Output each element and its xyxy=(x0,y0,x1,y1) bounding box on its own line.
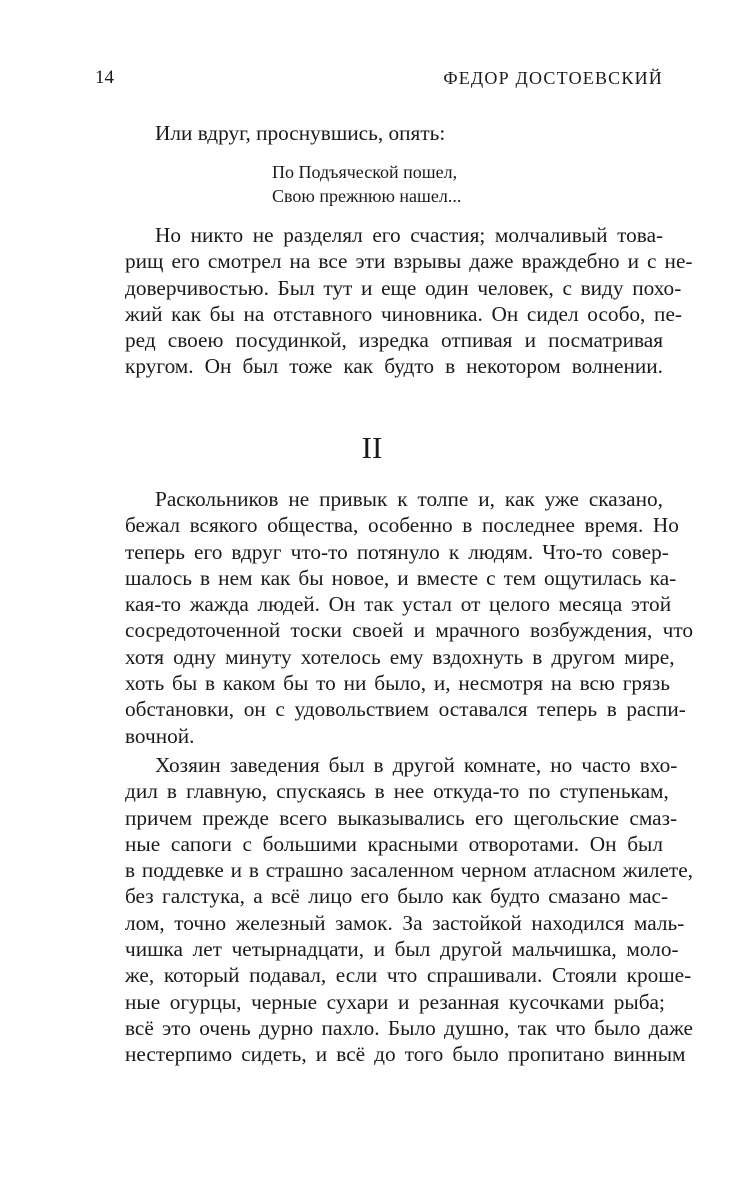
paragraph-text xyxy=(95,222,693,380)
text-line: кругом. Он был тоже как будто в некотором волнении. xyxy=(125,354,663,379)
text-line: жий как бы на отставного чиновника. Он сидел особо, пе- xyxy=(125,301,682,326)
text-line: сосредоточенной тоски своей и мрачного возбуждения, что xyxy=(125,618,693,643)
text-line: Или вдруг, проснувшись, опять: xyxy=(155,121,446,145)
verse-line: По Подъяческой пошел, xyxy=(272,162,458,182)
paragraph-text xyxy=(95,752,693,1068)
text-line: же, который подавал, если что спрашивали. Стояли кроше- xyxy=(125,963,692,988)
text-line: Но никто не разделял его счастия; молчаливый това- xyxy=(155,223,664,247)
text-line: теперь его вдруг что-то потянуло к людям. Что-то совер- xyxy=(125,539,669,564)
text-line: вочной. xyxy=(125,723,195,748)
text-line: ные сапоги с большими красными отворотами. Он был xyxy=(125,831,663,856)
text-line: рищ его смотрел на все эти взрывы даже враждебно и с не- xyxy=(125,249,693,274)
text-line: Хозяин заведения был в другой комнате, но часто вхо- xyxy=(155,753,678,777)
text-line: ред своею посудинкой, изредка отпивая и посматривая xyxy=(125,328,663,353)
paragraph-text xyxy=(95,486,693,749)
running-title: ФЕДОР ДОСТОЕВСКИЙ xyxy=(443,68,663,88)
text-line: обстановки, он с удовольствием оставался теперь в распи- xyxy=(125,697,686,722)
text-line: без галстука, а всё лицо его было как будто смазано мас- xyxy=(125,884,669,909)
text-line: ные огурцы, черные сухари и резанная кусочками рыба; xyxy=(125,989,665,1014)
paragraph-2 xyxy=(95,486,693,749)
verse-quote xyxy=(272,160,461,208)
chapter-heading: II xyxy=(361,430,383,465)
text-line: доверчивостью. Был тут и еще один человек, с виду похо- xyxy=(125,275,682,300)
text-line: хоть бы в каком бы то ни было, и, несмотря на всю грязь xyxy=(125,671,670,696)
text-line: чишка лет четырнадцати, и был другой мальчишка, моло- xyxy=(125,937,679,962)
text-line: бежал всякого общества, особенно в последнее время. Но xyxy=(125,513,679,538)
running-head xyxy=(95,66,663,90)
text-line: Раскольников не привык к толпе и, как уже сказано, xyxy=(155,487,663,511)
text-line: дил в главную, спускаясь в нее откуда-то по ступенькам, xyxy=(125,779,669,804)
page-number: 14 xyxy=(95,67,114,88)
text-line: в поддевке и в страшно засаленном черном атласном жилете, xyxy=(125,858,693,883)
paragraph-1 xyxy=(95,222,693,380)
intro-line-block xyxy=(95,120,663,146)
text-line: нестерпимо сидеть, и всё до того было пропитано винным xyxy=(125,1042,686,1067)
text-line: кая-то жажда людей. Он так устал от целого месяца этой xyxy=(125,592,672,617)
text-line: лом, точно железный замок. За застойкой находился маль- xyxy=(125,910,685,935)
text-line: хотя одну минуту хотелось ему вздохнуть в другом мире, xyxy=(125,644,675,669)
paragraph-3 xyxy=(95,752,693,1068)
text-line: всё это очень дурно пахло. Было душно, так что было даже xyxy=(125,1015,693,1040)
intro-line xyxy=(95,120,663,146)
text-line: причем прежде всего выказывались его щегольские смаз- xyxy=(125,805,678,830)
text-line: шалось в нем как бы новое, и вместе с тем ощутилась ка- xyxy=(125,565,677,590)
verse-line: Свою прежнюю нашел... xyxy=(272,186,462,206)
